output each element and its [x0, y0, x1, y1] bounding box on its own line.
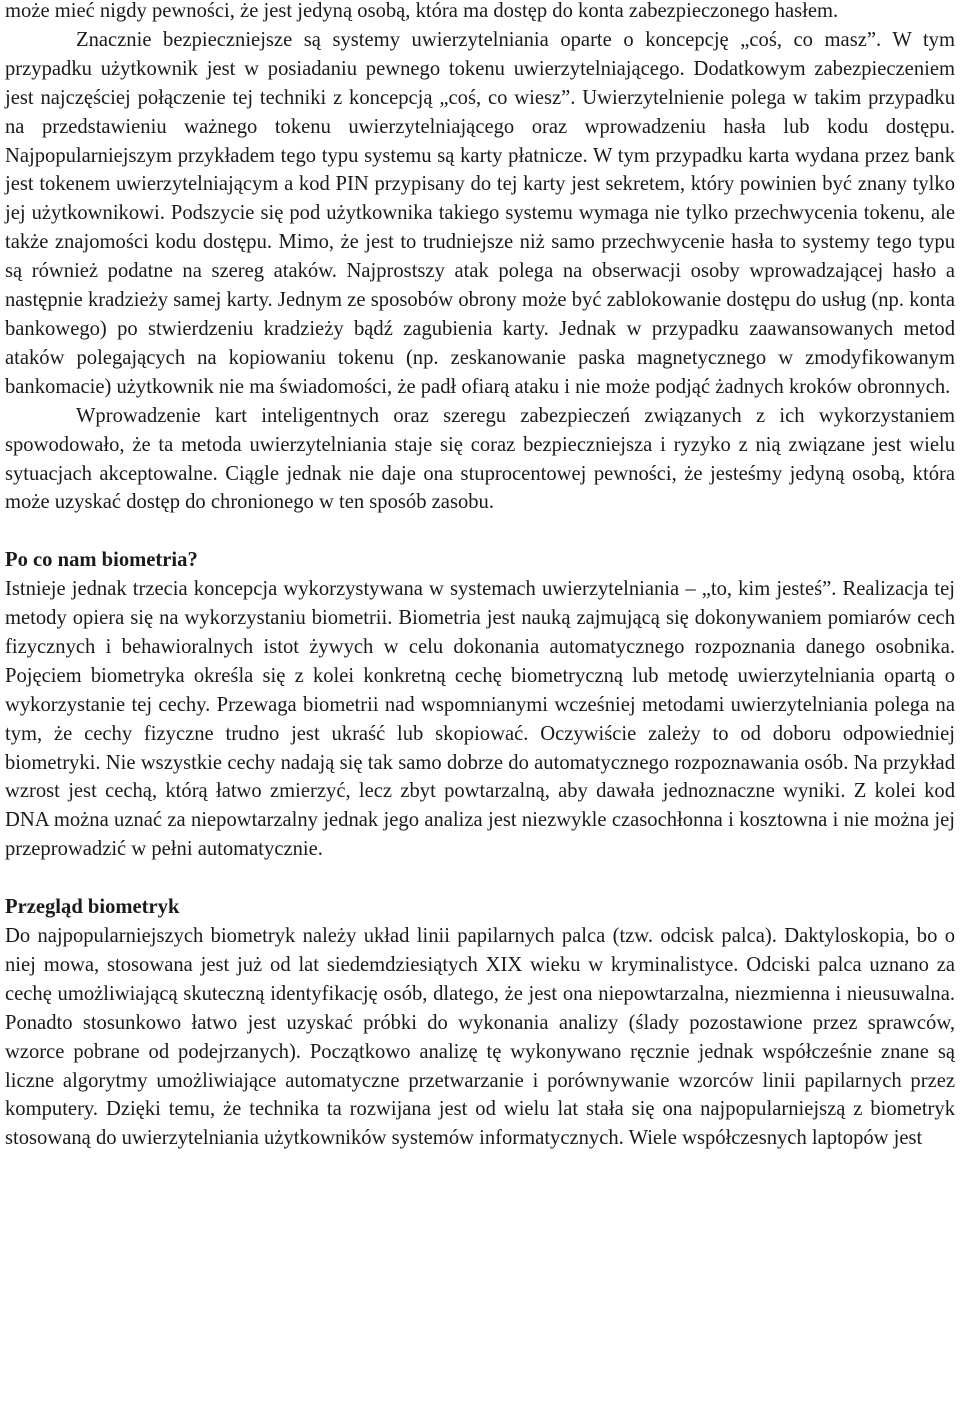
paragraph-smart-cards: Wprowadzenie kart inteligentnych oraz szeregu zabezpieczeń związanych z ich wykorzystaniem spowodowało, że ta metoda uwierzytelniania staje się coraz bezpieczniejsza i ryzyko z nią związane jest wielu sytuacjach akceptowalne. Ciągle jednak nie daje ona stuprocentowej pewności, że jesteśmy jedyną osobą, która może uzyskać dostęp do chronionego w ten sposób zasobu. — [5, 404, 955, 514]
paragraph-biometrics-intro: Istnieje jednak trzecia koncepcja wykorzystywana w systemach uwierzytelniania – „to, kim jesteś”. Realizacja tej metody opiera się na wykorzystaniu biometrii. Biometria jest nauką zajmującą się dokonywaniem pomiarów cech fizycznych i behawioralnych istot żywych w celu dokonania automatycznego rozpoznania danego osobnika. Pojęciem biometryka określa się z kolei konkretną cechę biometryczną lub metodę uwierzytelniania opartą o wykorzystanie tej cechy. Przewaga biometrii nad wspomnianymi wcześniej metodami uwierzytelniania polega na tym, że cechy fizyczne trudno jest ukraść lub skopiować. Oczywiście zależy to od doboru odpowiedniej biometryki. Nie wszystkie cechy nadają się tak samo dobrze do automatycznego rozpoznawania osób. Na przykład wzrost jest cechą, którą łatwo zmierzyć, lecz zbyt powtarzalną, aby dawała jednoznaczne wyniki. Z kolei kod DNA można uznać za niepowtarzalny jednak jego analiza jest niezwykle czasochłonna i kosztowna i nie można jej przeprowadzić w pełni automatycznie. — [5, 578, 955, 861]
section-heading-biometria: Po co nam biometria? — [5, 549, 198, 572]
spacer — [5, 517, 955, 546]
document-page — [5, 0, 955, 1153]
section-heading-przeglad: Przegląd biometryk — [5, 896, 180, 919]
paragraph-continuation: może mieć nigdy pewności, że jest jedyną osobą, która ma dostęp do konta zabezpieczonego hasłem. — [5, 0, 839, 22]
spacer — [5, 864, 955, 893]
paragraph-fingerprints: Do najpopularniejszych biometryk należy układ linii papilarnych palca (tzw. odcisk palca). Daktyloskopia, bo o niej mowa, stosowana jest już od lat siedemdziesiątych XIX wieku w kryminalistyce. Odciski palca uznano za cechę umożliwiającą skuteczną identyfikację osób, dlatego, że jest ona niepowtarzalna, niezmienna i nieusuwalna. Ponadto stosunkowo łatwo jest uzyskać próbki do wykonania analizy (ślady pozostawione przez sprawców, wzorce pobrane od podejrzanych). Początkowo analizę tę wykonywano ręcznie jednak współcześnie znane są liczne algorytmy umożliwiające automatyczne przetwarzanie i porównywanie wzorców linii papilarnych przez komputery. Dzięki temu, że technika ta rozwijana jest od wielu lat stała się ona najpopularniejszą z biometryk stosowaną do uwierzytelniania użytkowników systemów informatycznych. Wiele współczesnych laptopów jest — [5, 924, 955, 1150]
paragraph-something-you-have: Znacznie bezpieczniejsze są systemy uwierzytelniania oparte o koncepcję „coś, co masz”. W tym przypadku użytkownik jest w posiadaniu pewnego tokenu uwierzytelniającego. Dodatkowym zabezpieczeniem jest najczęściej połączenie tej techniki z koncepcją „coś, co wiesz”. Uwierzytelnienie polega w takim przypadku na przedstawieniu ważnego tokenu uwierzytelniającego oraz wprowadzeniu hasła lub kodu dostępu. Najpopularniejszym przykładem tego typu systemu są karty płatnicze. W tym przypadku karta wydana przez bank jest tokenem uwierzytelniającym a kod PIN przypisany do tej karty jest sekretem, który powinien być znany tylko jej użytkownikowi. Podszycie się pod użytkownika takiego systemu wymaga nie tylko przechwycenia tokenu, ale także znajomości kodu dostępu. Mimo, że jest to trudniejsze niż samo przechwycenie hasła to systemy tego typu są również podatne na szereg ataków. Najprostszy atak polega na obserwacji osoby wprowadzającej hasło a następnie kradzieży samej karty. Jednym ze sposobów obrony może być zablokowanie dostępu do usług (np. konta bankowego) po stwierdzeniu kradzieży bądź zagubienia karty. Jednak w przypadku zaawansowanych metod ataków polegających na kopiowaniu tokenu (np. zeskanowanie paska magnetycznego w zmodyfikowanym bankomacie) użytkownik nie ma świadomości, że padł ofiarą ataku i nie może podjąć żadnych kroków obronnych. — [5, 28, 955, 398]
